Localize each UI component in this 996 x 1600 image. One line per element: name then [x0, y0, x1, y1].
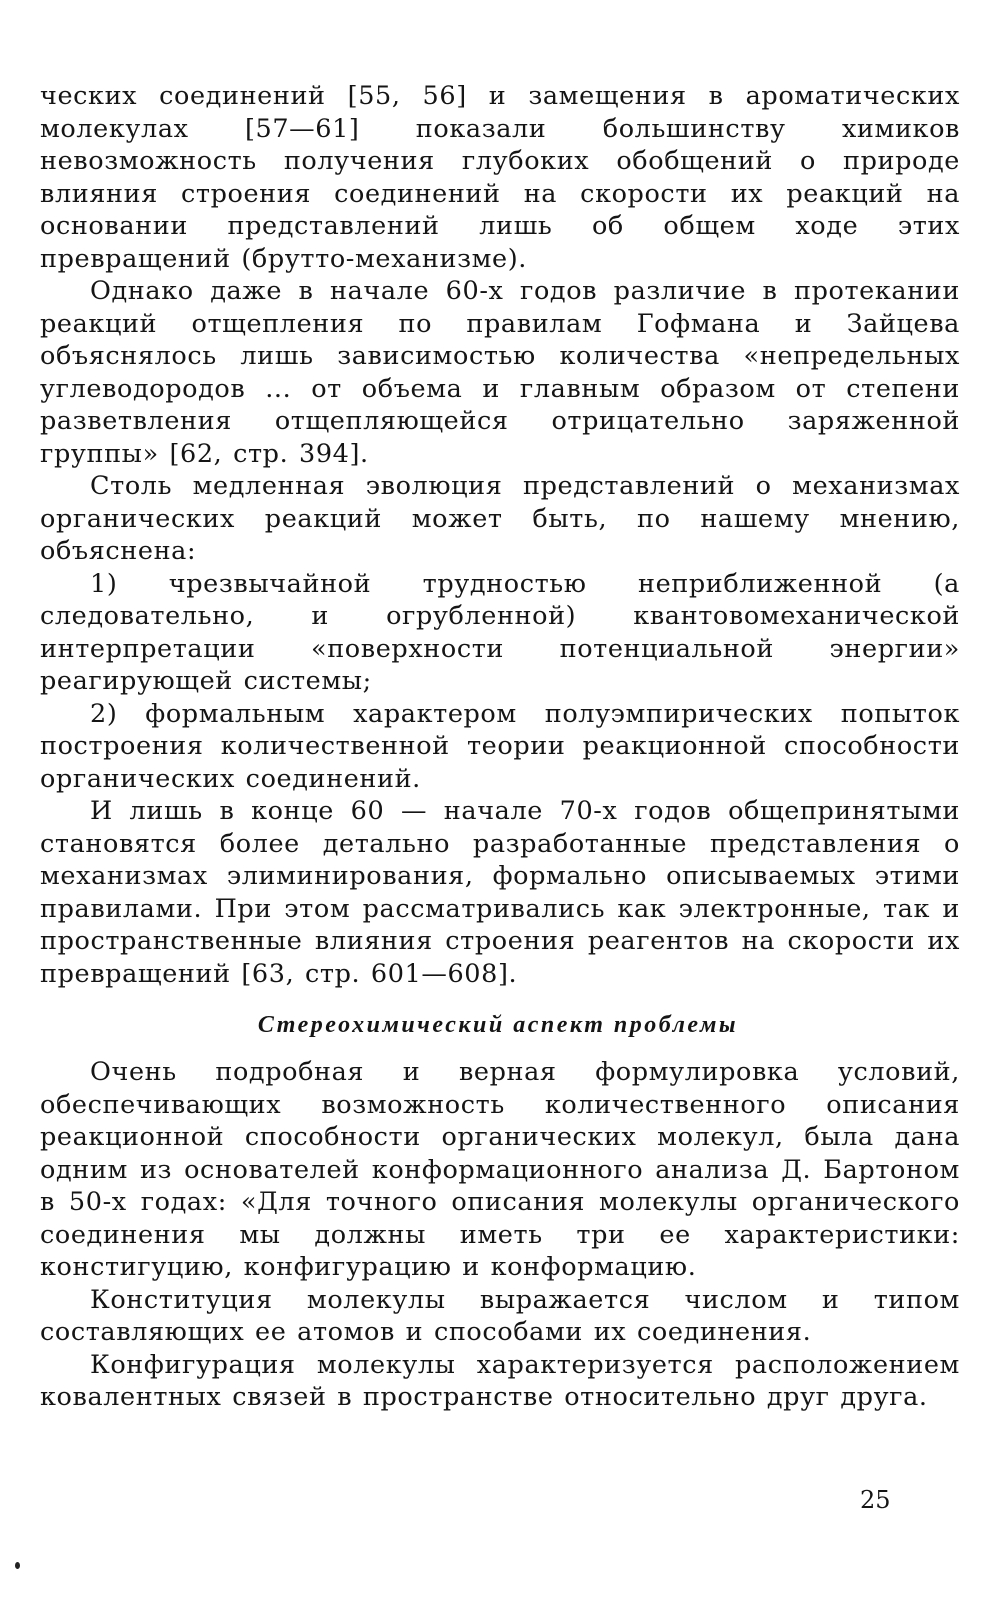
paragraph: ческих соединений [55, 56] и замещения в ароматических молекулах [57—61] показали большинству химиков невозможность получения глубоких обобщений о природе влияния строения соединений на скорости их реакций на основании представлений лишь об общем ходе этих превращений (брутто-механизме). — [40, 81, 960, 274]
paragraph: Конфигурация молекулы характеризуется расположением ковалентных связей в пространстве относительно друг друга. — [40, 1349, 960, 1412]
paragraph: И лишь в конце 60 — начале 70-х годов общепринятыми становятся более детально разработанные представления о механизмах элиминирования, формально описываемых этими правилами. При этом рассматривались как электронные, так и пространственные влияния строения реагентов на скорости их превращений [63, стр. 601—608]. — [40, 796, 960, 989]
section-heading: Стереохимический аспект проблемы — [257, 1012, 739, 1038]
body-text-top — [40, 80, 960, 990]
paragraph: Конституция молекулы выражается числом и типом составляющих ее атомов и способами их соединения. — [40, 1284, 960, 1347]
list-item: 1) чрезвычайной трудностью неприближенной (а следовательно, и огрубленной) квантовомеханической интерпретации «поверхности потенциальной энергии» реагирующей системы; — [40, 568, 960, 696]
body-text-bottom — [40, 1056, 960, 1414]
paragraph: Очень подробная и верная формулировка условий, обеспечивающих возможность количественного описания реакционной способности органических молекул, была дана одним из основателей конформационного анализа Д. Бартоном в 50-х годах: «Для точного описания молекулы органического соединения мы должны иметь три ее характеристики: констигуцию, конфигурацию и конформацию. — [40, 1057, 960, 1282]
list-item: 2) формальным характером полуэмпирических попыток построения количественной теории реакционной способности органических соединений. — [40, 698, 960, 794]
paragraph: Однако даже в начале 60-х годов различие в протекании реакций отщепления по правилам Гофмана и Зайцева объяснялось лишь зависимостью количества «непредельных углеводородов ... от объема и главным образом от степени разветвления отщепляющейся отрицательно заряженной группы» [62, стр. 394]. — [40, 276, 960, 469]
print-speck — [15, 1562, 20, 1569]
page-number: 25 — [860, 1486, 891, 1514]
paragraph: Столь медленная эволюция представлений о механизмах органических реакций может быть, по нашему мнению, объяснена: — [40, 471, 960, 566]
